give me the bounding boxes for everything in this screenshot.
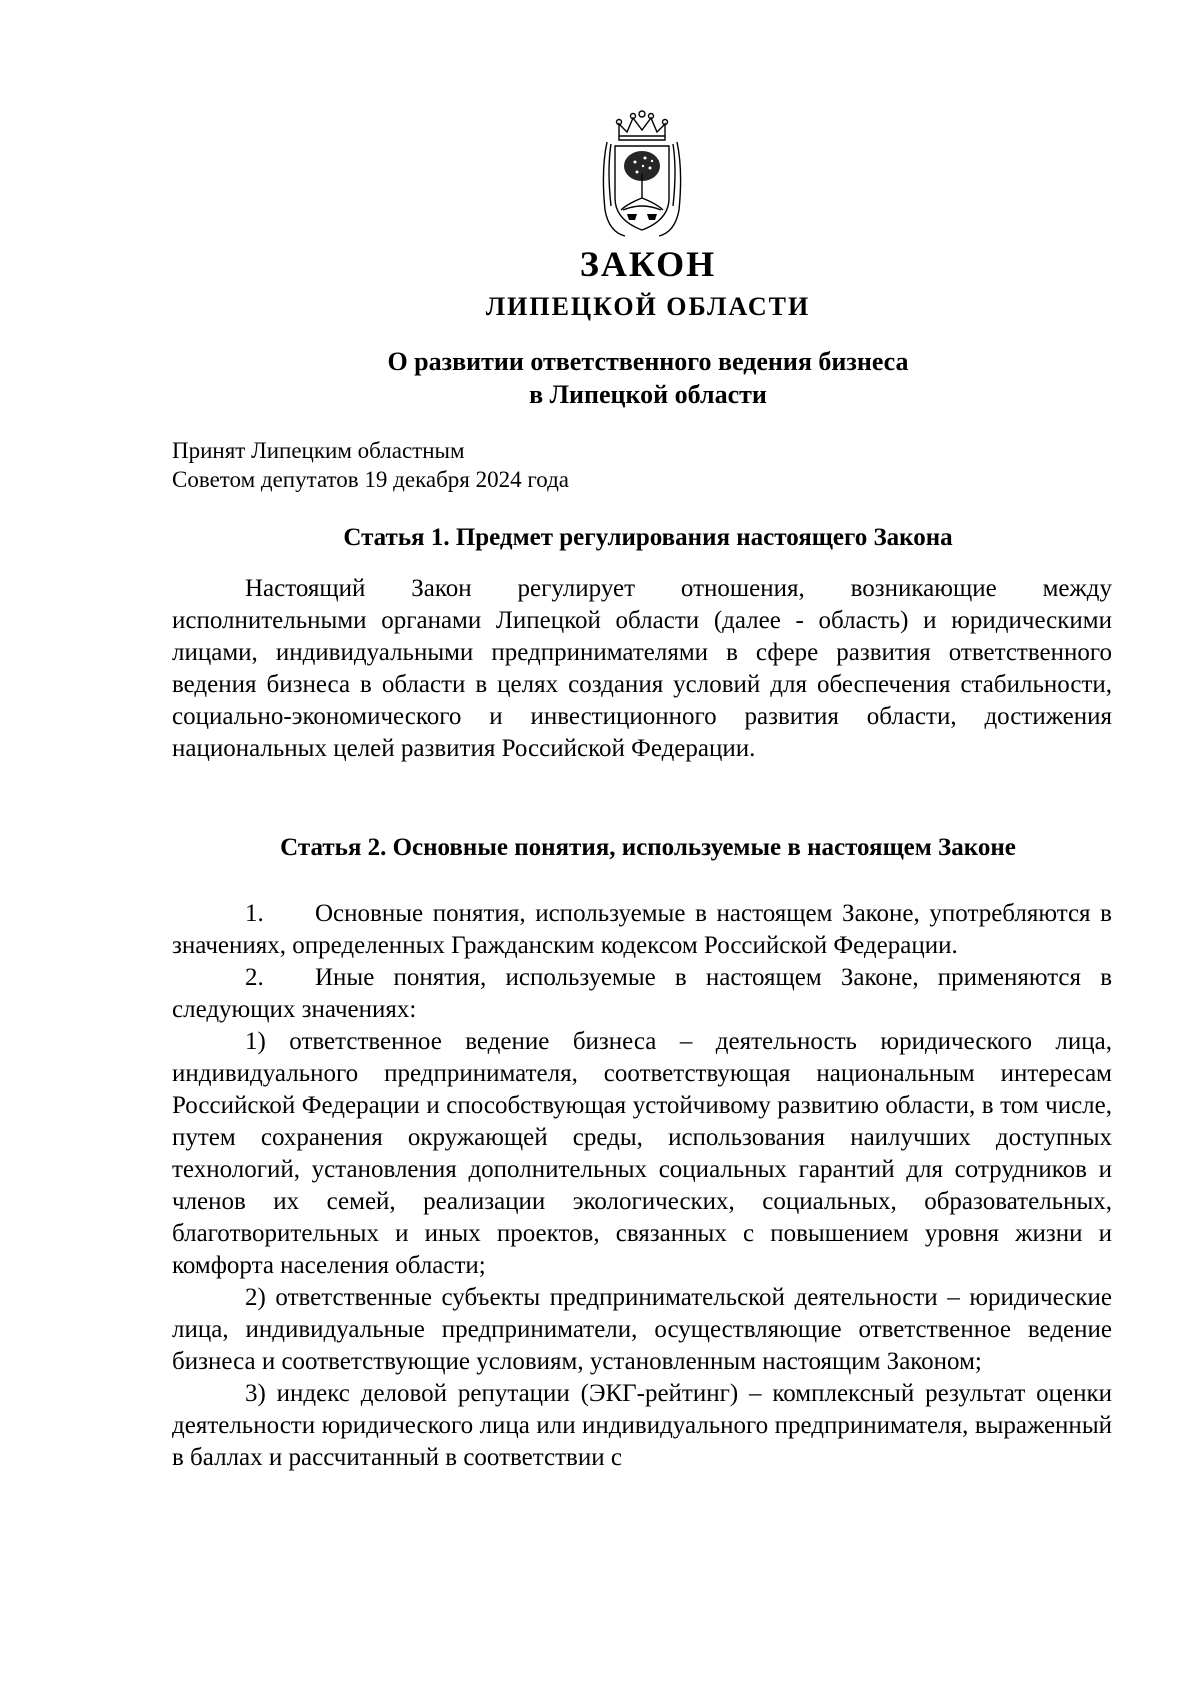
article-2-body <box>172 898 1112 1474</box>
definition-item-1: 1) ответственное ведение бизнеса – деятельность юридического лица, индивидуального предпринимателя, соответствующая национальным интересам Российской Федерации и способствующая устойчивому развитию области, в том числе, путем сохранения окружающей среды, использования наилучших доступных технологий, установления дополнительных социальных гарантий для сотрудников и членов их семей, реализации экологических, социальных, образовательных, благотворительных и иных проектов, связанных с повышением уровня жизни и комфорта населения области; <box>172 1028 1112 1279</box>
paragraph-text: Основные понятия, используемые в настоящем Законе, употребляются в значениях, определенных Гражданским кодексом Российской Федерации. <box>172 900 1112 959</box>
article-1-paragraph: Настоящий Закон регулирует отношения, возникающие между исполнительными органами Липецкой области (далее - область) и юридическими лицами, индивидуальными предпринимателями в сфере развития ответственного ведения бизнеса в области в целях создания условий для обеспечения стабильности, социально-экономического и инвестиционного развития области, достижения национальных целей развития Российской Федерации. <box>172 575 1112 762</box>
article-2-paragraph-2 <box>172 962 1112 1026</box>
coat-of-arms-icon <box>597 110 687 240</box>
law-subject-line-2: в Липецкой области <box>529 380 767 409</box>
definition-item-2: 2) ответственные субъекты предпринимательской деятельности – юридические лица, индивидуальные предприниматели, осуществляющие ответственное ведение бизнеса и соответствующие условиям, установленным настоящим Законом; <box>172 1284 1112 1375</box>
adoption-note-line-1: Принят Липецким областным <box>172 438 465 463</box>
law-subject-line-1: О развитии ответственного ведения бизнеса <box>387 347 909 376</box>
article-1-body <box>172 573 1112 765</box>
article-2-paragraph-1 <box>172 898 1112 962</box>
paragraph-number: 2. <box>245 964 264 991</box>
adoption-note-line-2: Советом депутатов 19 декабря 2024 года <box>172 467 569 492</box>
paragraph-text: Иные понятия, используемые в настоящем Законе, применяются в следующих значениях: <box>172 964 1112 1023</box>
article-1-heading: Статья 1. Предмет регулирования настоящего Закона <box>343 524 953 551</box>
document-title: ЗАКОН <box>579 244 717 284</box>
paragraph-number: 1. <box>245 900 264 927</box>
definition-item-3: 3) индекс деловой репутации (ЭКГ-рейтинг) – комплексный результат оценки деятельности юридического лица или индивидуального предпринимателя, выраженный в баллах и рассчитанный в соответствии с <box>172 1380 1112 1471</box>
document-subtitle: ЛИПЕЦКОЙ ОБЛАСТИ <box>485 292 811 321</box>
article-2-heading: Статья 2. Основные понятия, используемые в настоящем Законе <box>280 834 1016 861</box>
